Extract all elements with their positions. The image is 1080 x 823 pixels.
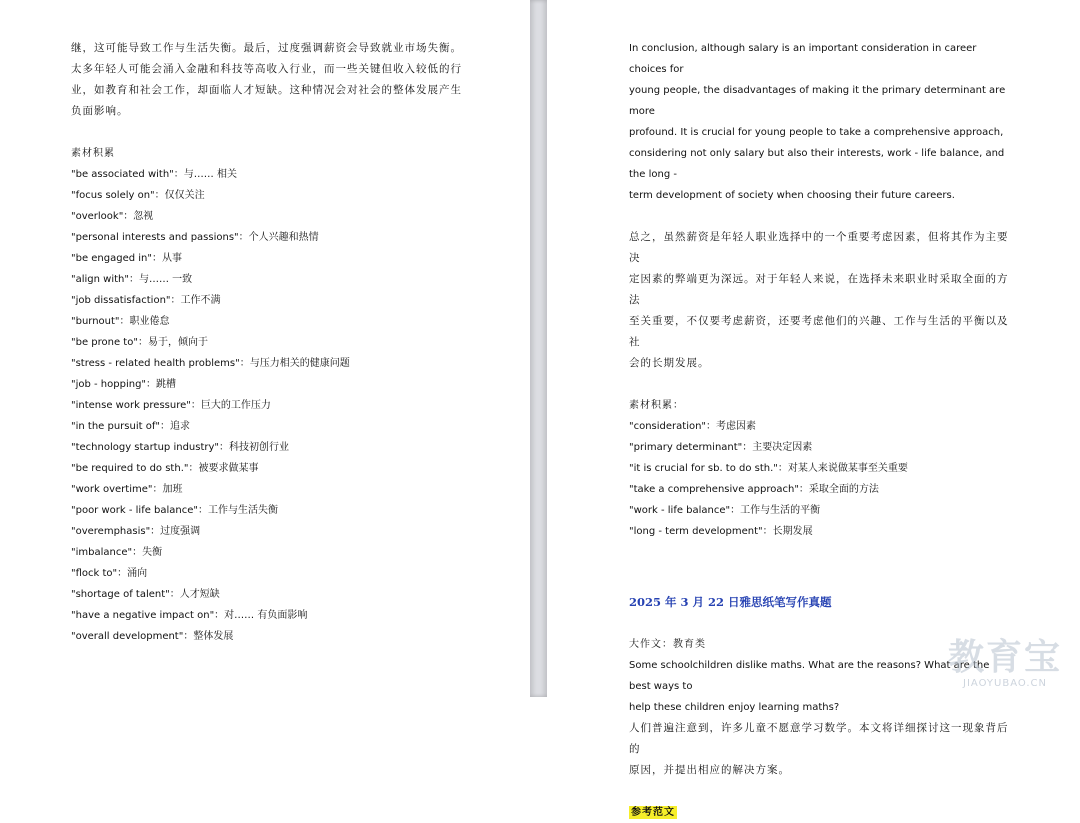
watermark-sub: JIAOYUBAO.CN [963, 678, 1047, 689]
vocab-item: "it is crucial for sb. to do sth."：对某人来说做某事至关重要 [629, 463, 908, 474]
essay-question-chinese [629, 718, 1009, 781]
paragraph-line: 原因，并提出相应的解决方案。 [629, 764, 790, 776]
vocab-item: "intense work pressure"：巨大的工作压力 [71, 400, 271, 411]
sample-essay-label: 参考范文 [631, 807, 675, 818]
paragraph-line: help these children enjoy learning maths? [629, 702, 840, 713]
vocab-item: "shortage of talent"：人才短缺 [71, 589, 220, 600]
paragraph-line: 人们普遍注意到，许多儿童不愿意学习数学。本文将详细探讨这一现象背后的 [629, 722, 1009, 755]
paragraph-line: 至关重要，不仅要考虑薪资，还要考虑他们的兴趣、工作与生活的平衡以及社 [629, 315, 1009, 348]
watermark-logo [948, 638, 1062, 689]
essay-type-label: 大作文：教育类 [629, 639, 706, 650]
vocab-item: "personal interests and passions"：个人兴趣和热情 [71, 232, 319, 243]
vocab-item: "overlook"：忽视 [71, 211, 154, 222]
paragraph-line: young people, the disadvantages of making it the primary determinant are more [629, 85, 1006, 117]
vocab-heading: 素材积累 [71, 148, 115, 159]
vocab-item: "be associated with"：与…… 相关 [71, 169, 237, 180]
vocab-item: "technology startup industry"：科技初创行业 [71, 442, 290, 453]
paragraph-line: considering not only salary but also their interests, work - life balance, and the long - [629, 148, 1005, 180]
paragraph-line: In conclusion, although salary is an important consideration in career choices for [629, 43, 977, 75]
vocab-item: "align with"：与…… 一致 [71, 274, 193, 285]
vocab-item: "work overtime"：加班 [71, 484, 183, 495]
vocab-item: "be engaged in"：从事 [71, 253, 182, 264]
paragraph-line: 负面影响。 [71, 105, 129, 117]
vocab-item: "stress - related health problems"：与压力相关的健康问题 [71, 358, 350, 369]
paragraph-line: 定因素的弊端更为深远。对于年轻人来说，在选择未来职业时采取全面的方法 [629, 273, 1009, 306]
vocab-item: "take a comprehensive approach"：采取全面的方法 [629, 484, 879, 495]
document-page-left [0, 0, 530, 697]
vocab-item: "imbalance"：失衡 [71, 547, 163, 558]
vocab-item: "in the pursuit of"：追求 [71, 421, 190, 432]
document-page-right [547, 0, 1080, 818]
left-page-content [71, 38, 466, 647]
paragraph-line: 会的长期发展。 [629, 357, 710, 369]
vocab-item: "overall development"：整体发展 [71, 631, 234, 642]
paragraph-line: 业，如教育和社会工作，却面临人才短缺。这种情况会对社会的整体发展产生 [71, 84, 462, 96]
vocab-item: "primary determinant"：主要决定因素 [629, 442, 813, 453]
paragraph-line: 总之，虽然薪资是年轻人职业选择中的一个重要考虑因素，但将其作为主要决 [629, 231, 1009, 264]
page-gutter [530, 0, 547, 697]
vocab-item: "poor work - life balance"：工作与生活失衡 [71, 505, 279, 516]
watermark-main: 教育宝 [947, 637, 1062, 678]
vocab-item: "work - life balance"：工作与生活的平衡 [629, 505, 821, 516]
vocab-item: "flock to"：涌向 [71, 568, 148, 579]
vocab-item: "have a negative impact on"：对…… 有负面影响 [71, 610, 308, 621]
vocab-item: "job - hopping"：跳槽 [71, 379, 177, 390]
paragraph-line: 太多年轻人可能会涌入金融和科技等高收入行业，而一些关键但收入较低的行 [71, 63, 462, 75]
right-page-content [629, 38, 1009, 823]
vocab-item: "be prone to"：易于，倾向于 [71, 337, 208, 348]
vocab-item: "long - term development"：长期发展 [629, 526, 813, 537]
vocab-item: "focus solely on"：仅仅关注 [71, 190, 205, 201]
vocab-item: "overemphasis"：过度强调 [71, 526, 201, 537]
vocab-item: "consideration"：考虑因素 [629, 421, 757, 432]
paragraph-line: Some schoolchildren dislike maths. What are the reasons? What are the best ways to [629, 660, 990, 692]
paragraph-line: term development of society when choosing their future careers. [629, 190, 955, 201]
conclusion-chinese [629, 227, 1009, 374]
vocab-item: "be required to do sth."：被要求做某事 [71, 463, 259, 474]
vocab-list [71, 164, 466, 647]
conclusion-english [629, 38, 1009, 206]
vocab-heading: 素材积累： [629, 400, 684, 411]
paragraph-line: 继，这可能导致工作与生活失衡。最后，过度强调薪资会导致就业市场失衡。 [71, 42, 462, 54]
section-title: 2025 年 3 月 22 日雅思纸笔写作真题 [629, 595, 832, 609]
vocab-list [629, 416, 1009, 542]
vocab-item: "job dissatisfaction"：工作不满 [71, 295, 221, 306]
paragraph-line: profound. It is crucial for young people to take a comprehensive approach, [629, 127, 1004, 138]
intro-paragraph [71, 38, 466, 122]
vocab-item: "burnout"：职业倦怠 [71, 316, 170, 327]
